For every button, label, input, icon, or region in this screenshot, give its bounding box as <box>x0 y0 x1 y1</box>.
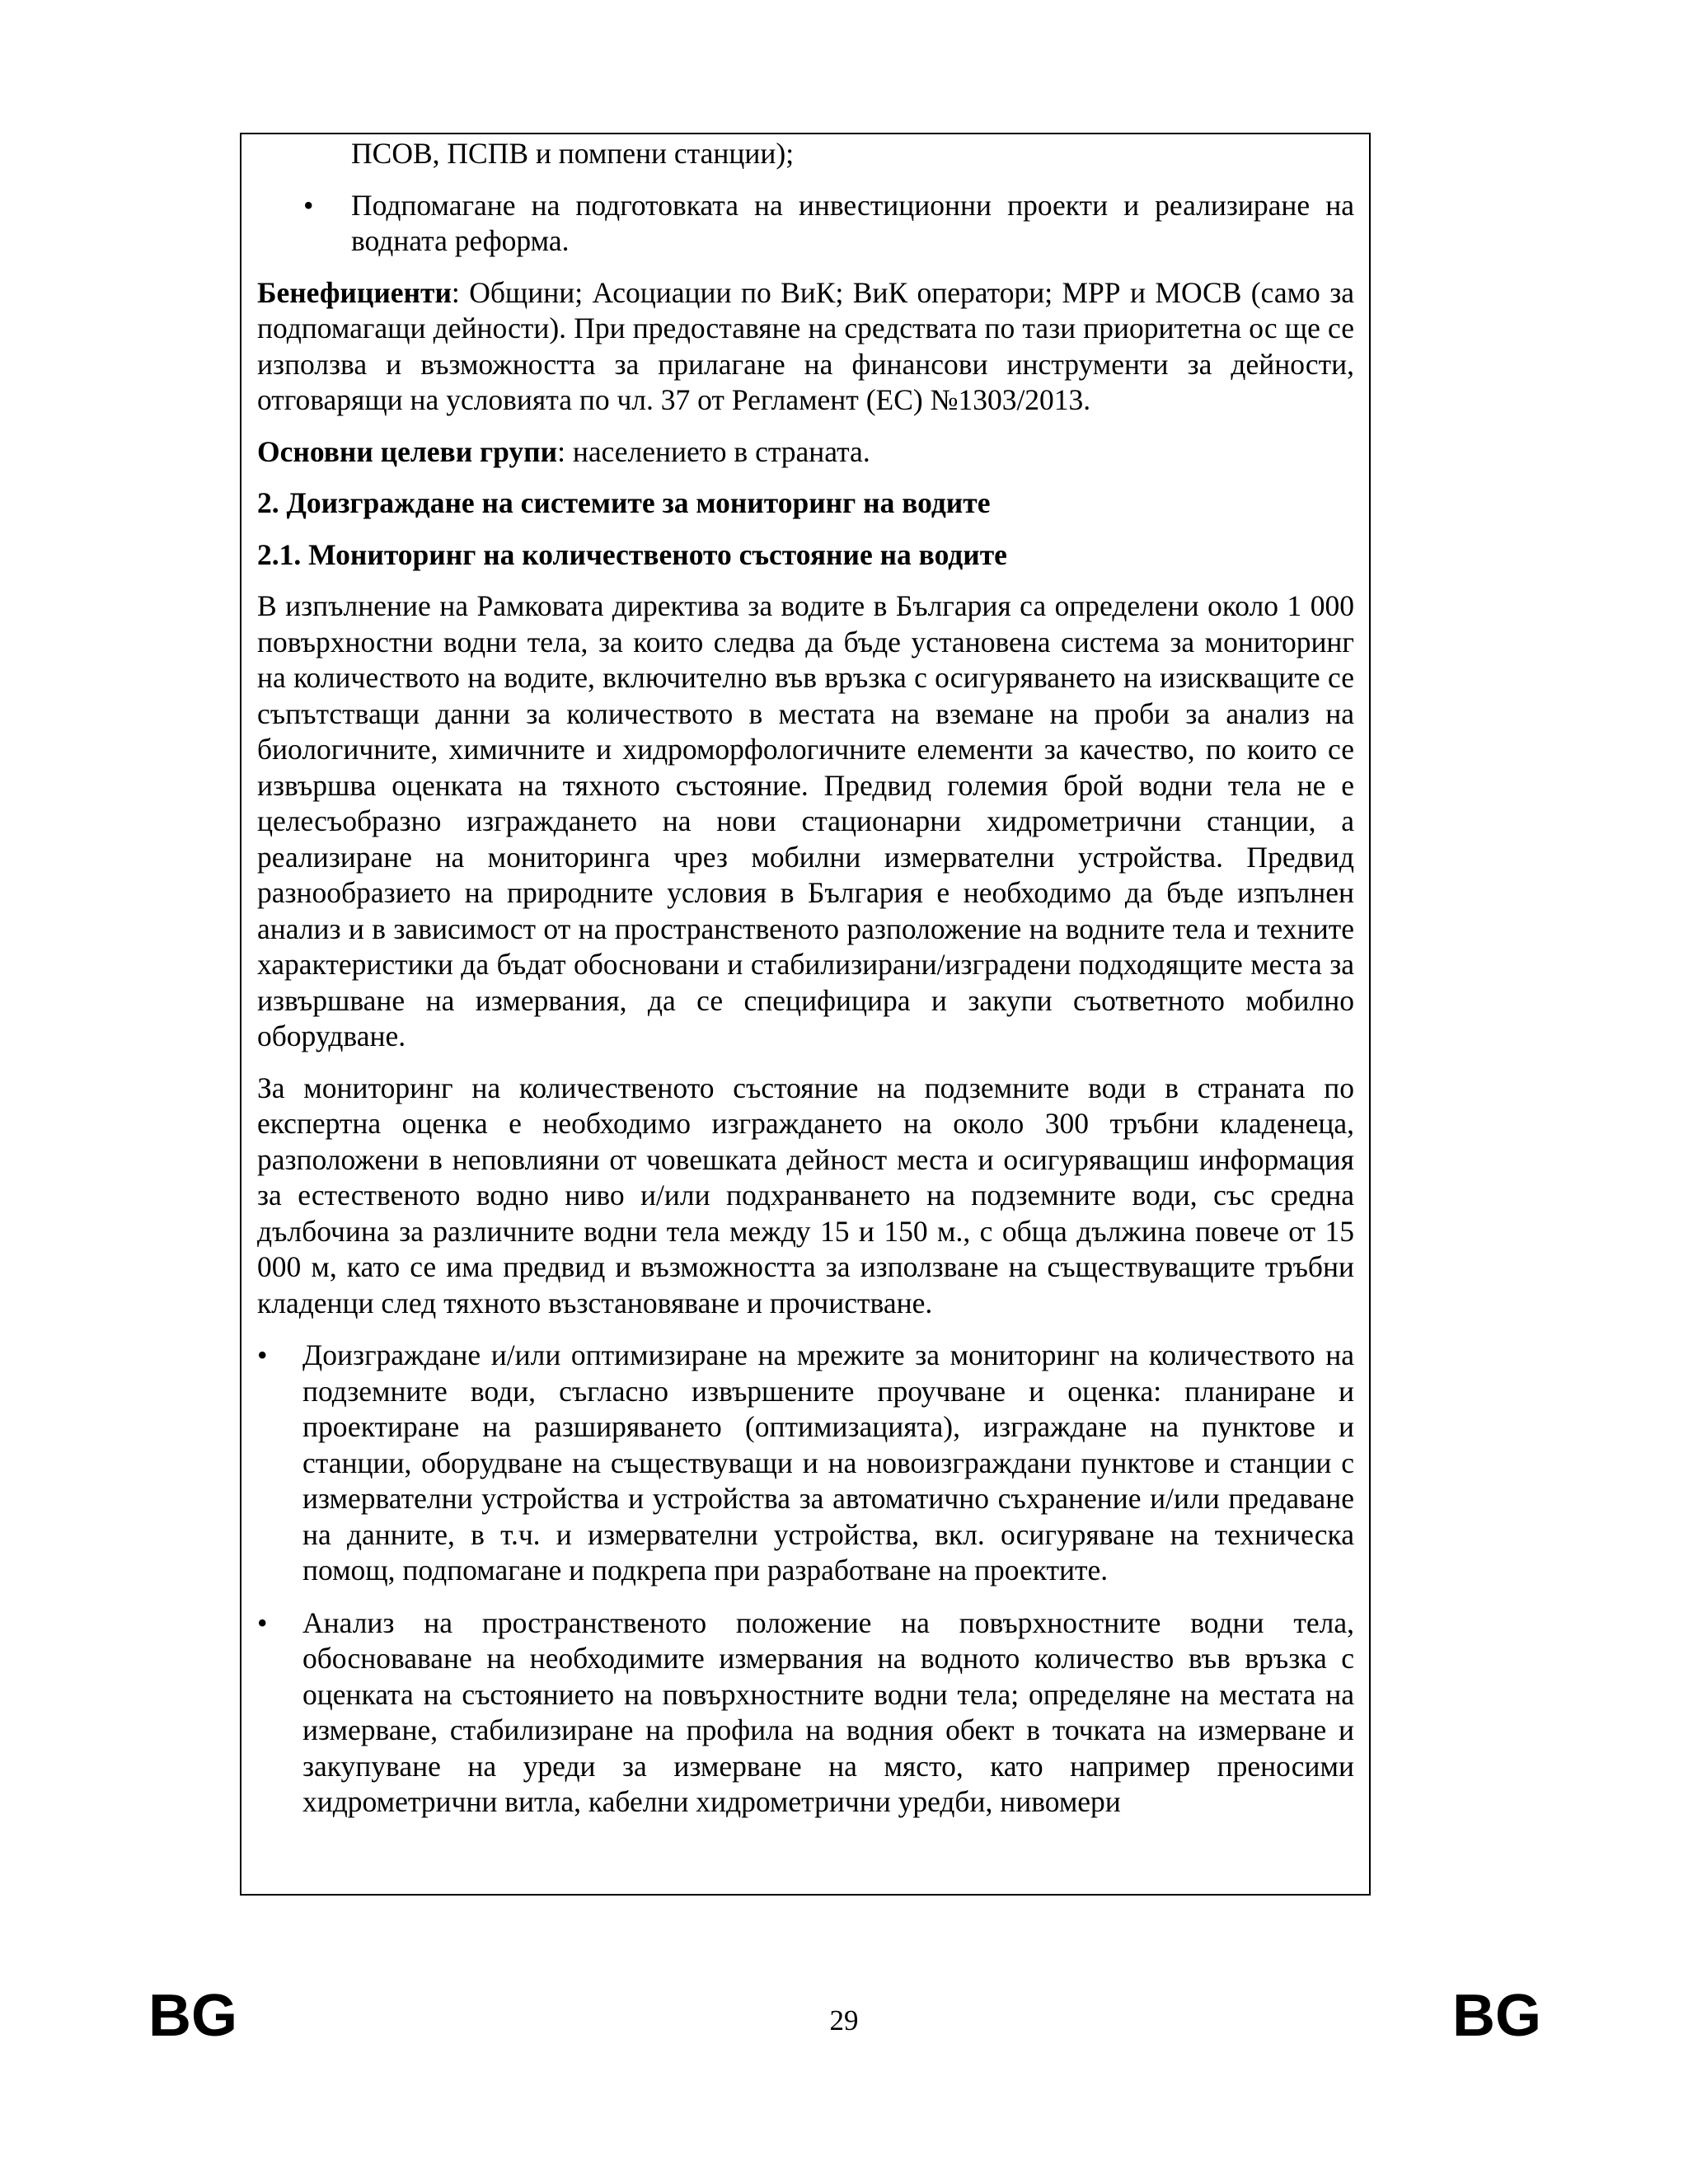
target-groups-paragraph <box>257 434 1354 471</box>
content-frame <box>240 133 1371 1896</box>
bullet-icon: • <box>257 1605 268 1639</box>
bullet-item <box>257 1338 1354 1589</box>
target-groups-label: Основни целеви групи <box>257 434 558 468</box>
country-code-right: BG <box>1452 1983 1541 2049</box>
country-code-left: BG <box>148 1983 237 2049</box>
body-paragraph: В изпълнение на Рамковата директива за водите в България са определени около 1 000 повърхностни водни тела, за които следва да бъде установена система за мониторинг на количеството на водите, включително във връзка с осигуряването на изискващите се съпътстващи данни за количеството в местата на вземане на проби за анализ на биологичните, химичните и хидроморфологичните елементи за качество, по които се извършва оценката на тяхното състояние. Предвид големия брой водни тела не е целесъобразно изграждането на нови стационарни хидрометрични станции, а реализиране на мониторинга чрез мобилни измервателни устройства. Предвид разнообразието на природните условия в България е необходимо да бъде изпълнен анализ и в зависимост от на пространственото разположение на водните тела и техните характеристики да бъдат обосновани и стабилизирани/изградени подходящите места за извършване на измервания, да се специфицира и закупи съответното мобилно оборудване. <box>257 589 1354 1052</box>
bullet-text: Доизграждане и/или оптимизиране на мрежите за мониторинг на количеството на подземните води, съгласно извършените проучване и оценка: планиране и проектиране на разширяването (оптимизацията), изграждане на пунктове и станции, оборудване на съществуващи и на новоизграждани пунктове и станции с измервателни устройства и устройства за автоматично съхранение и/или предаване на данните, в т.ч. и измервателни устройства, вкл. осигуряване на техническа помощ, подпомагане и подкрепа при разработване на проектите. <box>302 1338 1354 1586</box>
bullet-icon: • <box>257 1338 268 1371</box>
bullet-icon: • <box>303 188 314 222</box>
page-number: 29 <box>829 2004 859 2036</box>
subsection-heading: 2.1. Мониторинг на количественото състояние на водите <box>257 537 1007 571</box>
body-paragraph: За мониторинг на количественото състояние на подземните води в страната по експертна оценка е необходимо изграждането на около 300 тръбни кладенеца, разположени в неповлияни от човешката дейност места и осигуряващиш информация за естественото водно ниво и/или подхранването на подземните води, със средна дълбочина за различните водни тела между 15 и 150 м., с обща дължина повече от 15 000 м, като се има предвид и възможността за използване на съществуващите тръбни кладенци след тяхното възстановяване и прочистване. <box>257 1071 1354 1319</box>
bullet-text: Подпомагане на подготовката на инвестиционни проекти и реализиране на водната реформа. <box>351 188 1354 257</box>
beneficiaries-paragraph <box>257 275 1354 419</box>
beneficiaries-text: : Общини; Асоциации по ВиК; ВиК оператори; МРР и МОСВ (само за подпомагащи дейности). При предоставяне на средствата по тази приоритетна ос ще се използва и възможността за прилагане на финансови инструменти за дейности, отговарящи на условията по чл. 37 от Регламент (ЕС) №1303/2013. <box>257 275 1354 416</box>
beneficiaries-label: Бенефициенти <box>257 275 452 309</box>
section-heading: 2. Доизграждане на системите за мониторинг на водите <box>257 486 991 519</box>
bullet-text: Анализ на пространственото положение на повърхностните водни тела, обосноваване на необходимите измервания на водното количество във връзка с оценката на състоянието на повърхностните водни тела; определяне на местата на измерване, стабилизиране на профила на водния обект в точката на измерване и закупуване на уреди за измерване на място, като например преносими хидрометрични витла, кабелни хидрометрични уредби, нивомери <box>302 1605 1354 1818</box>
bullet-item <box>257 1605 1354 1821</box>
bullet-item <box>257 188 1354 260</box>
continued-bullet-text: ПСОВ, ПСПВ и помпени станции); <box>351 137 795 170</box>
target-groups-text: : населението в страната. <box>557 434 870 468</box>
